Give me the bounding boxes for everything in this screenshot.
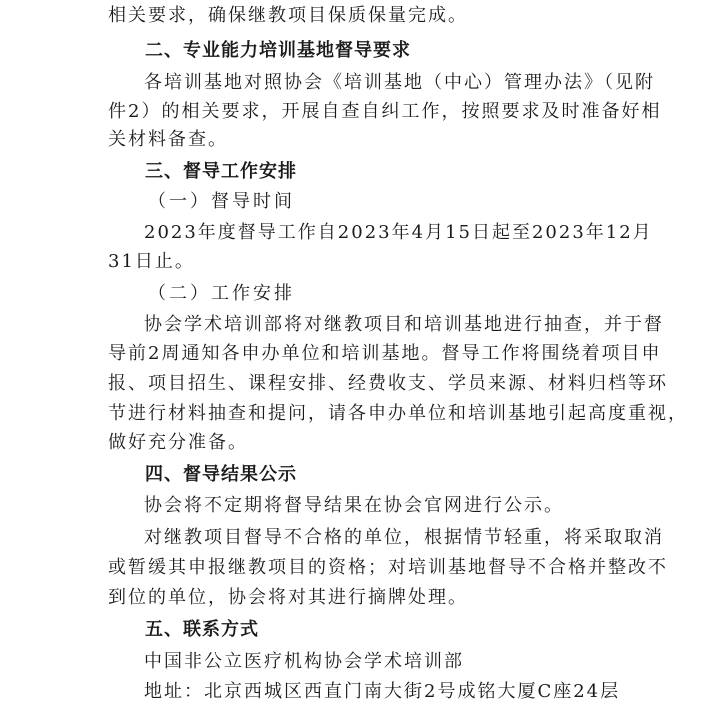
paragraph-line: 31日止。 xyxy=(108,251,195,272)
paragraph-line: 各培训基地对照协会《培训基地（中心）管理办法》（见附 xyxy=(144,72,655,93)
section-heading-5: 五、联系方式 xyxy=(145,619,259,640)
paragraph-line: 对继教项目督导不合格的单位，根据情节轻重，将采取取消 xyxy=(144,527,664,548)
paragraph-line: 协会学术培训部将对继教项目和培训基地进行抽查，并于督 xyxy=(144,314,664,335)
section-heading-3: 三、督导工作安排 xyxy=(145,161,297,182)
paragraph-line: 件2）的相关要求，开展自查自纠工作，按照要求及时准备好相 xyxy=(108,101,662,122)
paragraph-line: 做好充分准备。 xyxy=(108,432,248,453)
paragraph-line: 节进行材料抽查和提问，请各申办单位和培训基地引起高度重视， xyxy=(108,403,688,424)
paragraph-line: 到位的单位，协会将对其进行摘牌处理。 xyxy=(108,587,468,608)
paragraph-line: 报、项目招生、课程安排、经费收支、学员来源、材料归档等环 xyxy=(108,373,668,394)
paragraph-line: 关材料备查。 xyxy=(108,129,228,150)
subheading-schedule-time: （一）督导时间 xyxy=(148,191,295,212)
paragraph-line: 相关要求，确保继教项目保质保量完成。 xyxy=(108,5,468,26)
paragraph-line: 或暂缓其申报继教项目的资格；对培训基地督导不合格并整改不 xyxy=(108,557,668,578)
paragraph-line: 协会将不定期将督导结果在协会官网进行公示。 xyxy=(144,495,564,516)
contact-organization: 中国非公立医疗机构协会学术培训部 xyxy=(144,651,464,672)
paragraph-line: 2023年度督导工作自2023年4月15日起至2023年12月 xyxy=(144,222,653,243)
contact-address: 地址：北京西城区西直门南大街2号成铭大厦C座24层 xyxy=(144,681,621,702)
paragraph-line: 导前2周通知各申办单位和培训基地。督导工作将围绕着项目申 xyxy=(108,343,662,364)
section-heading-2: 二、专业能力培训基地督导要求 xyxy=(145,40,411,61)
section-heading-4: 四、督导结果公示 xyxy=(145,464,297,485)
subheading-work-arrangement: （二）工作安排 xyxy=(148,283,295,304)
